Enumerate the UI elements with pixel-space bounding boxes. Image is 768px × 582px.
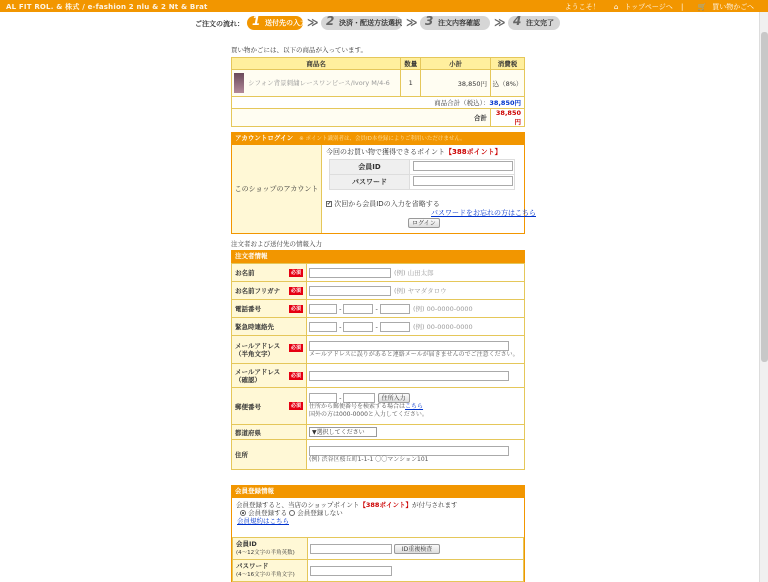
member-text-pre: 会員登録すると、当店のショップポイント	[236, 501, 360, 509]
qty-cell: 1	[401, 70, 421, 97]
form-subhead: 注文者および送付先の情報入力	[231, 240, 322, 248]
flow-lead: ご注文の流れ：	[195, 20, 244, 28]
step-number: 3	[425, 14, 434, 28]
email-hint: メールアドレスに誤りがあると連絡メールが届きませんのでご注意ください。	[309, 350, 519, 358]
kana-label: お名前フリガナ	[235, 287, 281, 295]
address-input[interactable]	[309, 446, 509, 456]
prefecture-select[interactable]: ▼選択してください	[309, 427, 377, 437]
member-id-input[interactable]	[413, 161, 513, 171]
name-label-cell	[232, 264, 307, 282]
forgot-password-link[interactable]: パスワードをお忘れの方はこちら	[431, 209, 536, 217]
top-bar	[0, 0, 768, 12]
login-table	[329, 159, 515, 190]
col-header: 消費税	[491, 58, 525, 70]
zip-input-2[interactable]	[343, 393, 375, 403]
login-header	[231, 132, 525, 145]
zip-input-1[interactable]	[309, 393, 337, 403]
welcome-text: ようこそ！	[564, 3, 600, 11]
login-title: アカウントログイン	[235, 134, 294, 142]
total-label: 合計	[232, 109, 491, 127]
total-value: 38,850円	[491, 109, 525, 127]
col-header: 小計	[421, 58, 491, 70]
member-points: 【388ポイント】	[359, 501, 412, 509]
name-input[interactable]	[309, 268, 391, 278]
product-cell	[232, 70, 401, 97]
step-label: 注文内容確認	[438, 19, 480, 27]
remember-checkbox[interactable]: ✔	[327, 201, 332, 207]
phone-input-3[interactable]	[380, 304, 410, 314]
chevron-right-icon: ≫	[406, 16, 418, 29]
required-badge: 必須	[290, 403, 301, 409]
chevron-right-icon: ≫	[494, 16, 506, 29]
orderer-form: お名前 必須 (例) 山田太郎 お名前フリガナ 必須 (例) ヤマダタロウ 電話番号 必須 - - (例) 00-0000-0000 緊急時連絡先 - - (例) 00-0000-0000 メールアドレス（半角文字） 必須 メールアドレスに誤りがあると連絡メールが届きませんのでご注意ください。 メールアドレス（確認） 必須 郵便番号 必須 - 住所入力 住所から郵便番号を検索する場合はこちら 国外の方は000-0000と入力してください。 都道府県 ▼選択してください 住所 (例) 渋谷区桜丘町1-1-1 〇〇マンション101	[231, 263, 525, 470]
step-number: 1	[252, 14, 261, 28]
product-size: M/4-6	[371, 79, 390, 87]
email-label: メールアドレス（半角文字）	[235, 341, 281, 358]
shop-name: AL FIT ROL. & 株式 / e-fashion 2 nlu & 2 Nt & Brat	[6, 3, 208, 11]
no-register-radio[interactable]	[289, 510, 295, 516]
goods-total-row	[232, 97, 525, 109]
divider: |	[680, 3, 684, 11]
step-label: 送付先の入力	[265, 19, 307, 27]
step-4	[508, 16, 560, 30]
email-confirm-label: メールアドレス（確認）	[235, 367, 281, 384]
zip-hint-overseas: 国外の方は000-0000と入力してください。	[309, 411, 428, 418]
top-page-link[interactable]	[608, 3, 673, 11]
emergency-input-2[interactable]	[343, 322, 373, 332]
step-1	[247, 14, 307, 30]
col-header: 商品名	[232, 58, 401, 70]
orderer-header: 注文者情報	[231, 250, 525, 263]
id-check-button[interactable]: ID重複検査	[394, 544, 440, 554]
required-badge: 必須	[290, 373, 301, 379]
remember-row	[326, 199, 440, 209]
cart-icon: 🛒	[697, 3, 707, 11]
pref-label: 都道府県	[232, 425, 307, 440]
member-header: 会員登録情報	[231, 485, 525, 498]
member-id-label: 会員ID	[330, 160, 410, 175]
home-icon: ⌂	[613, 3, 619, 11]
emergency-input-1[interactable]	[309, 322, 337, 332]
member-text-post: が付与されます	[411, 501, 458, 509]
points-label: 今回のお買い物で獲得できるポイント	[326, 148, 445, 156]
kana-example: (例) ヤマダタロウ	[394, 286, 447, 295]
subtotal-cell: 38,850円	[421, 70, 491, 97]
step-number: 2	[326, 14, 335, 28]
required-badge: 必須	[290, 305, 301, 312]
no-register-label: 会員登録しない	[297, 509, 343, 517]
required-badge: 必須	[290, 345, 301, 351]
zip-label: 郵便番号	[235, 402, 261, 411]
required-badge: 必須	[290, 287, 301, 294]
name-example: (例) 山田太郎	[394, 268, 434, 277]
top-nav	[559, 2, 754, 12]
scrollbar[interactable]	[759, 12, 768, 582]
scrollbar-thumb[interactable]	[761, 32, 768, 362]
phone-input-1[interactable]	[309, 304, 337, 314]
step-number: 4	[513, 14, 522, 28]
member-table	[232, 537, 524, 582]
emergency-example: (例) 00-0000-0000	[412, 322, 473, 331]
tax-cell: 込（8%）	[491, 70, 525, 97]
step-2	[321, 16, 402, 30]
required-badge: 必須	[290, 269, 301, 276]
password-label: パスワード	[330, 175, 410, 190]
product-image[interactable]	[234, 73, 244, 93]
step-label: 注文完了	[526, 19, 554, 27]
login-note: ※ ポイント識別者は、会員ID本登録によりご利用いただけません。	[299, 136, 466, 142]
login-button[interactable]: ログイン	[408, 218, 440, 228]
zip-lookup-button[interactable]: 住所入力	[378, 393, 410, 403]
step-label: 決済・配送方法選択	[339, 19, 402, 27]
step-3	[420, 16, 490, 30]
email-input[interactable]	[309, 341, 509, 351]
goods-total-label: 商品合計（税込）：	[434, 99, 490, 107]
address-example: (例) 渋谷区桜丘町1-1-1 〇〇マンション101	[309, 455, 429, 463]
points-text	[326, 147, 522, 157]
password-input[interactable]	[413, 176, 513, 186]
member-id-note: (4〜12文字の半角英数)	[236, 550, 295, 556]
col-header: 数量	[401, 58, 421, 70]
phone-label: 電話番号	[235, 305, 261, 313]
cart-table	[231, 57, 525, 127]
member-points-text	[236, 501, 457, 509]
terms-link[interactable]: 会員規約はこちら	[237, 517, 289, 525]
zip-hint-text: 住所から郵便番号を検索する場合は	[309, 403, 406, 410]
cart-link[interactable]	[692, 3, 754, 11]
email-confirm-input[interactable]	[309, 371, 509, 381]
member-new-id-label: 会員ID	[236, 540, 257, 548]
new-member-id-input[interactable]	[310, 544, 392, 554]
cart-label: 買い物かごへ	[712, 3, 754, 11]
emergency-label: 緊急時連絡先	[235, 323, 274, 331]
emergency-input-3[interactable]	[380, 322, 410, 332]
member-new-password-label: パスワード	[236, 562, 269, 570]
login-box	[231, 145, 536, 234]
kana-input[interactable]	[309, 286, 391, 296]
register-radio[interactable]	[240, 510, 246, 516]
account-label: このショップのアカウント	[232, 145, 322, 233]
register-label: 会員登録する	[248, 509, 288, 517]
chevron-right-icon: ≫	[307, 16, 319, 29]
name-label: お名前	[235, 269, 255, 277]
phone-input-2[interactable]	[343, 304, 373, 314]
zip-search-link[interactable]: こちら	[405, 403, 424, 410]
member-box	[231, 498, 525, 582]
phone-example: (例) 00-0000-0000	[412, 304, 473, 313]
top-page-label: トップページへ	[624, 3, 673, 11]
product-name[interactable]: シフォン背景刺繍レースワンピース/Ivory	[248, 79, 370, 87]
address-label: 住所	[232, 440, 307, 470]
cart-intro: 買い物かごには、以下の商品が入っています。	[231, 46, 367, 54]
points-value: 【388ポイント】	[445, 148, 502, 156]
table-row	[232, 70, 525, 97]
new-password-input[interactable]	[310, 566, 392, 576]
member-password-note: (4〜16文字の半角文字)	[236, 572, 295, 578]
goods-total-value: 38,850円	[489, 99, 521, 107]
remember-label: 次回から会員IDの入力を省略する	[334, 200, 440, 208]
